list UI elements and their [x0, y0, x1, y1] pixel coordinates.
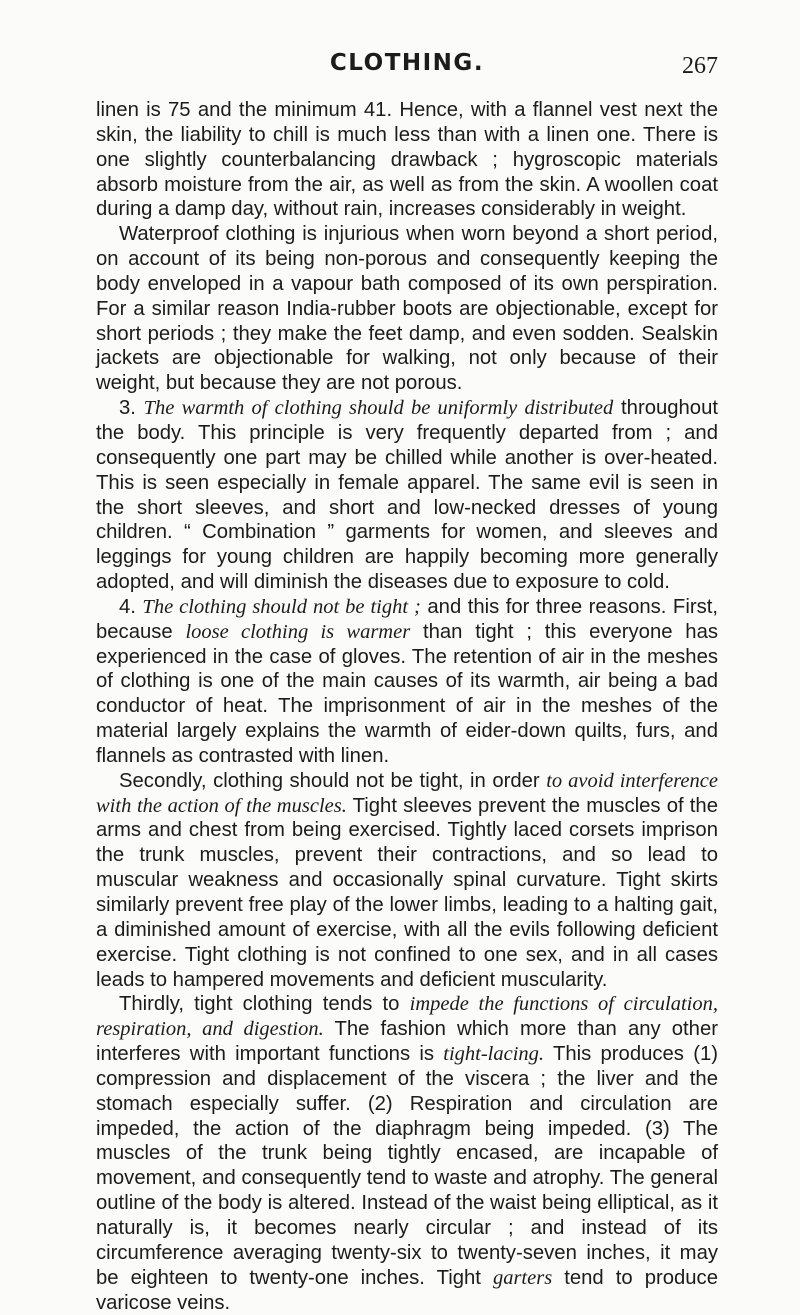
italic-phrase: The clothing should not be tight ; [142, 595, 421, 618]
running-head [96, 50, 718, 86]
text-run: Secondly, clothing should not be tight, in order [119, 769, 547, 792]
text-run: This produces (1) compression and displacement of the viscera ; the liver and the stomach especially suffer. (2) Respiration and circulation are impeded, the action of the diaphragm being impeded. (3) The muscles of the trunk being tightly encased, are incapable of movement, and consequently tend to waste and atrophy. The general outline of the body is altered. Instead of the waist being elliptical, as it naturally is, it becomes nearly circular ; and instead of its circumference averaging twenty-six to twenty-seven inches, it may be eighteen to twenty-one inches. Tight [96, 1043, 718, 1289]
paragraph-waterproof-clothing [96, 222, 718, 396]
italic-phrase: tight-lacing. [443, 1043, 545, 1066]
paragraph-not-tight [96, 595, 718, 769]
text-run: linen is 75 and the minimum 41. Hence, with a flannel vest next the skin, the liability to chill is much less than with a linen one. There is one slightly counterbalancing drawback ; hygroscopic materials absorb moisture from the air, as well as from the skin. A woollen coat during a damp day, without rain, increases considerably in weight. [96, 99, 718, 221]
text-run: throughout the body. This principle is very frequently departed from ; and consequently one part may be chilled while another is over-heated. This is seen especially in female apparel. The same evil is seen in the short sleeves, and short and low-necked dresses of young children. “ Combination ” garments for women, and sleeves and leggings for young children are happily becoming more generally adopted, and will diminish the diseases due to exposure to cold. [96, 397, 719, 594]
italic-phrase: to avoid interference with the action of the muscles. [96, 769, 718, 817]
italic-phrase: loose clothing is warmer [185, 620, 411, 643]
page-number: 267 [682, 53, 718, 79]
text-run: 4. [119, 595, 143, 618]
paragraph-impeded-functions [96, 992, 718, 1315]
paragraph-muscle-interference [96, 769, 718, 993]
text-run: The fashion which more than any other interferes with important functions is [96, 1018, 718, 1066]
text-run: and this for three reasons. First, because [96, 595, 718, 643]
body-text [96, 98, 718, 1315]
text-run: Thirdly, tight clothing tends to [119, 993, 410, 1016]
italic-phrase: garters [492, 1266, 553, 1289]
paragraph-warmth-distribution [96, 396, 718, 595]
italic-phrase: The warmth of clothing should be uniformly distributed [143, 397, 614, 420]
paragraph-continuation [96, 98, 718, 222]
text-run: than tight ; this everyone has experienced in the case of gloves. The retention of air in the meshes of clothing is one of the main causes of its warmth, air being a bad conductor of heat. The imprisonment of air in the meshes of the material largely explains the warmth of eider-down quilts, furs, and flannels as contrasted with linen. [96, 620, 718, 767]
text-run: 3. [119, 397, 144, 420]
italic-phrase: impede the functions of circulation, respiration, and digestion. [96, 993, 718, 1041]
text-run: Tight sleeves prevent the muscles of the arms and chest from being exercised. Tightly laced corsets imprison the trunk muscles, prevent their contractions, and so lead to muscular weakness and occasionally spinal curvature. Tight skirts similarly prevent free play of the lower limbs, leading to a halting gait, a diminished amount of exercise, with all the evils following deficient exercise. Tight clothing is not confined to one sex, and in all cases leads to hampered movements and deficient muscularity. [96, 794, 718, 991]
running-title: CLOTHING. [329, 50, 485, 76]
text-run: tend to produce varicose veins. [96, 1266, 718, 1314]
text-run: Waterproof clothing is injurious when worn beyond a short period, on account of its being non-porous and consequently keeping the body enveloped in a vapour bath composed of its own perspiration. For a similar reason India-rubber boots are objectionable, except for short periods ; they make the feet damp, and even sodden. Sealskin jackets are objectionable for walking, not only because of their weight, but because they are not porous. [96, 223, 718, 395]
